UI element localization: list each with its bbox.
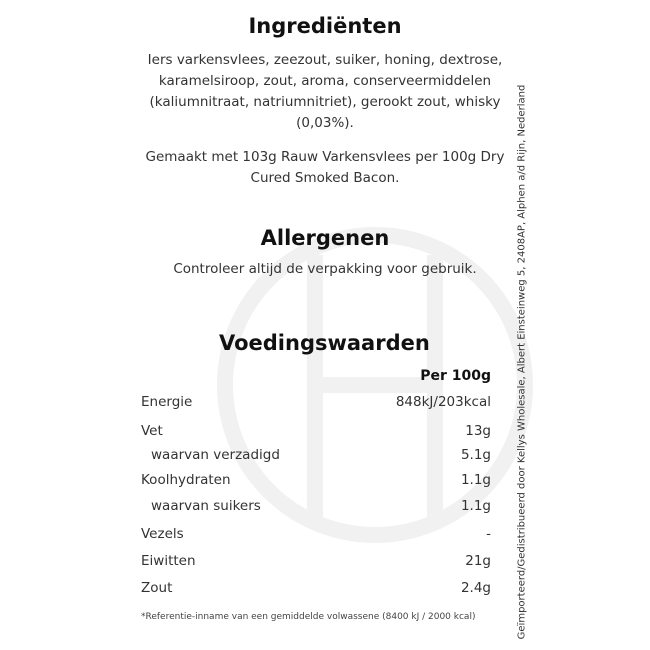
ingredients-line: (kaliumnitraat, natriumnitriet), gerookt zout, whisky: [149, 94, 501, 110]
nutrient-label: waarvan suikers: [151, 498, 261, 514]
allergens-title: Allergenen: [260, 226, 390, 250]
distributor-text: Geïmporteerd/Gedistribueerd door Kellys Wholesale, Albert Einsteinweg 5, 2408AP, Alphen a/d Rijn, Nederland: [516, 84, 528, 640]
ingredients-line: (0,03%).: [296, 115, 354, 131]
allergens-text: Controleer altijd de verpakking voor gebruik.: [173, 261, 477, 277]
nutrient-label: Zout: [141, 580, 173, 596]
nutrient-value: 13g: [465, 423, 491, 439]
nutrient-value: 2.4g: [460, 580, 491, 596]
made-with-line: Gemaakt met 103g Rauw Varkensvlees per 100g Dry: [145, 149, 505, 165]
nutrient-label: Energie: [141, 394, 193, 410]
column-header-per-100g: Per 100g: [420, 368, 491, 384]
nutrient-value: 21g: [465, 553, 491, 569]
ingredients-text: [0, 50, 650, 134]
nutrient-label: Vezels: [141, 526, 184, 542]
nutrition-title: Voedingswaarden: [219, 331, 430, 355]
nutrient-value: 1.1g: [460, 472, 491, 488]
reference-intake-footnote: *Referentie-inname van een gemiddelde volwassene (8400 kJ / 2000 kcal): [141, 612, 476, 622]
made-with-line: Cured Smoked Bacon.: [250, 170, 400, 186]
nutrient-value: -: [486, 526, 491, 542]
ingredients-line: Iers varkensvlees, zeezout, suiker, honing, dextrose,: [147, 52, 503, 68]
ingredients-line: karamelsiroop, zout, aroma, conserveermiddelen: [158, 73, 492, 89]
nutrient-value: 1.1g: [460, 498, 491, 514]
nutrient-value: 848kJ/203kcal: [395, 394, 491, 410]
nutrient-label: Vet: [141, 423, 163, 439]
ingredients-title: Ingrediënten: [248, 14, 402, 38]
nutrient-label: Eiwitten: [141, 553, 196, 569]
nutrient-value: 5.1g: [460, 447, 491, 463]
nutrient-label: waarvan verzadigd: [151, 447, 280, 463]
made-with-text: [0, 147, 650, 189]
nutrient-label: Koolhydraten: [141, 472, 231, 488]
